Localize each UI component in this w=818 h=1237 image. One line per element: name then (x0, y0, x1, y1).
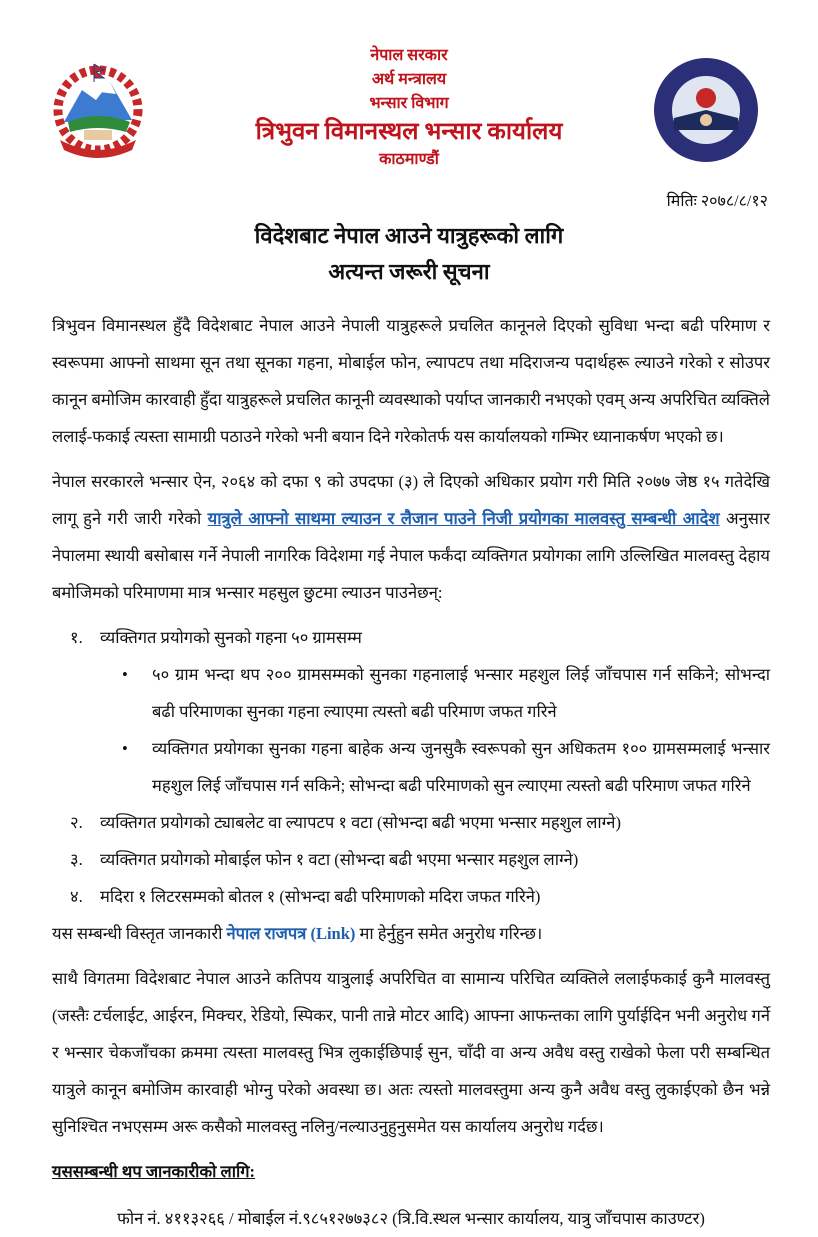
sub-bullet (52, 730, 770, 804)
notice-title (0, 218, 818, 290)
contact-info: फोन नं. ४११३२६६ / मोबाईल नं.९८५१२७७३८२ (त्रि.वि.स्थल भन्सार कार्यालय, यात्रु जाँचपास काउण्टर) (117, 1209, 705, 1228)
notice-date: मितिः २०७८/८/१२ (666, 193, 768, 210)
bullet-icon: • (122, 739, 128, 758)
list-number: ३. (70, 850, 83, 869)
list-item (52, 878, 770, 915)
paragraph-warning: साथै विगतमा विदेशबाट नेपाल आउने कतिपय यात्रुलाई अपरिचित वा सामान्य परिचित व्यक्तिले ललाईफकाई कुनै मालवस्तु (जस्तैः टर्चलाईट, आईरन, मिक्चर, रेडियो, स्पिकर, पानी तान्ने मोटर आदि) आफ्ना आफन्तका लागि पुर्याईदिन भनी अनुरोध गर्ने र भन्सार चेकजाँचका क्रममा त्यस्ता मालवस्तु भित्र लुकाईछिपाई सुन, चाँदी वा अन्य अवैध वस्तु राखेको फेला परी सम्बन्धित यात्रुले कानून बमोजिम कारवाही भोग्नु परेको अवस्था छ। अतः त्यस्तो मालवस्तुमा अन्य कुनै अवैध वस्तु लुकाईएको छैन भन्ने सुनिश्चित नभएसम्म अरू कसैको मालवस्तु नलिनु/नल्याउनुहुनुसमेत यस कार्यालय अनुरोध गर्दछ। (52, 969, 770, 1136)
nepal-emblem-logo (52, 60, 144, 164)
list-item (52, 841, 770, 878)
list-item (52, 804, 770, 841)
office-name: त्रिभुवन विमानस्थल भन्सार कार्यालय (255, 119, 563, 145)
reference-text-after: मा हेर्नुहुन समेत अनुरोध गरिन्छ। (355, 924, 543, 943)
list-text: मदिरा १ लिटरसम्मको बोतल १ (सोभन्दा बढी परिमाणको मदिरा जफत गरिने) (100, 887, 541, 906)
reference-line (52, 915, 770, 952)
notice-body (52, 307, 770, 1237)
reference-text-before: यस सम्बन्धी विस्तृत जानकारी (52, 924, 227, 943)
list-text: व्यक्तिगत प्रयोगको मोबाईल फोन १ वटा (सोभन्दा बढी भएमा भन्सार महशुल लाग्ने) (100, 850, 579, 869)
list-item (52, 619, 770, 656)
department-name: भन्सार विभाग (369, 95, 449, 112)
title-line-1: विदेशबाट नेपाल आउने यात्रुहरूको लागि (254, 223, 564, 248)
list-number: १. (70, 628, 83, 647)
gazette-link[interactable]: नेपाल राजपत्र (Link) (226, 924, 356, 943)
allowance-list (52, 619, 770, 915)
bullet-text: व्यक्तिगत प्रयोगका सुनका गहना बाहेक अन्य जुनसुकै स्वरूपको सुन अधिकतम १०० ग्रामसम्मलाई भन्सार महशुल लिई जाँचपास गर्न सकिने; सोभन्दा बढी परिमाणको सुन ल्याएमा त्यस्तो बढी परिमाण जफत गरिने (152, 739, 770, 795)
paragraph-order (52, 463, 770, 611)
office-city: काठमाण्डौं (379, 151, 439, 168)
contact-heading: यससम्बन्धी थप जानकारीको लागि: (52, 1162, 256, 1181)
letterhead (200, 44, 618, 172)
list-text: व्यक्तिगत प्रयोगको सुनको गहना ५० ग्रामसम्म (100, 628, 362, 647)
order-text-before: नेपाल सरकारले भन्सार ऐन, २०६४ को दफा ९ को उपदफा (३) ले दिएको अधिकार प्रयोग गरी मिति २०७७ जेष्ठ १५ गतेदेखि लागू हुने गरी जारी गरेको (52, 472, 770, 528)
list-text: व्यक्तिगत प्रयोगको ट्याबलेट वा ल्यापटप १ वटा (सोभन्दा बढी भएमा भन्सार महशुल लाग्ने) (100, 813, 621, 832)
list-number: ४. (70, 887, 83, 906)
order-text-after: अनुसार नेपालमा स्थायी बसोबास गर्ने नेपाली नागरिक विदेशमा गई नेपाल फर्कंदा व्यक्तिगत प्रयोगका लागि उल्लिखित मालवस्तु देहाय बमोजिमको परिमाणमा मात्र भन्सार महसुल छुटमा ल्याउन पाउनेछन्: (52, 509, 770, 602)
title-line-2: अत्यन्त जरूरी सूचना (328, 259, 490, 284)
order-link[interactable]: यात्रुले आफ्नो साथमा ल्याउन र लैजान पाउने निजी प्रयोगका मालवस्तु सम्बन्धी आदेश (207, 509, 720, 528)
bullet-icon: • (122, 665, 128, 684)
ministry-name: अर्थ मन्त्रालय (371, 71, 447, 88)
sub-bullet (52, 656, 770, 730)
government-name: नेपाल सरकार (370, 47, 448, 64)
nepal-customs-logo (652, 56, 760, 164)
paragraph-intro: त्रिभुवन विमानस्थल हुँदै विदेशबाट नेपाल आउने नेपाली यात्रुहरूले प्रचलित कानूनले दिएको सुविधा भन्दा बढी परिमाण र स्वरूपमा आफ्नो साथमा सून तथा सूनका गहना, मोबाईल फोन, ल्यापटप तथा मदिराजन्य पदार्थहरू ल्याउने गरेको र सोउपर कानून बमोजिम कारवाही हुँदा यात्रुहरूले प्रचलित कानूनी व्यवस्थाको पर्याप्त जानकारी नभएको एवम् अन्य अपरिचित व्यक्तिले ललाई-फकाई त्यस्ता सामाग्री पठाउने गरेको भनी बयान दिने गरेकोतर्फ यस कार्यालयको गम्भिर ध्यानाकर्षण भएको छ। (52, 316, 770, 446)
bullet-text: ५० ग्राम भन्दा थप २०० ग्रामसम्मको सुनका गहनालाई भन्सार महशुल लिई जाँचपास गर्न सकिने; सोभन्दा बढी परिमाणका सुनका गहना ल्याएमा त्यस्तो बढी परिमाण जफत गरिने (152, 665, 770, 721)
list-number: २. (70, 813, 83, 832)
